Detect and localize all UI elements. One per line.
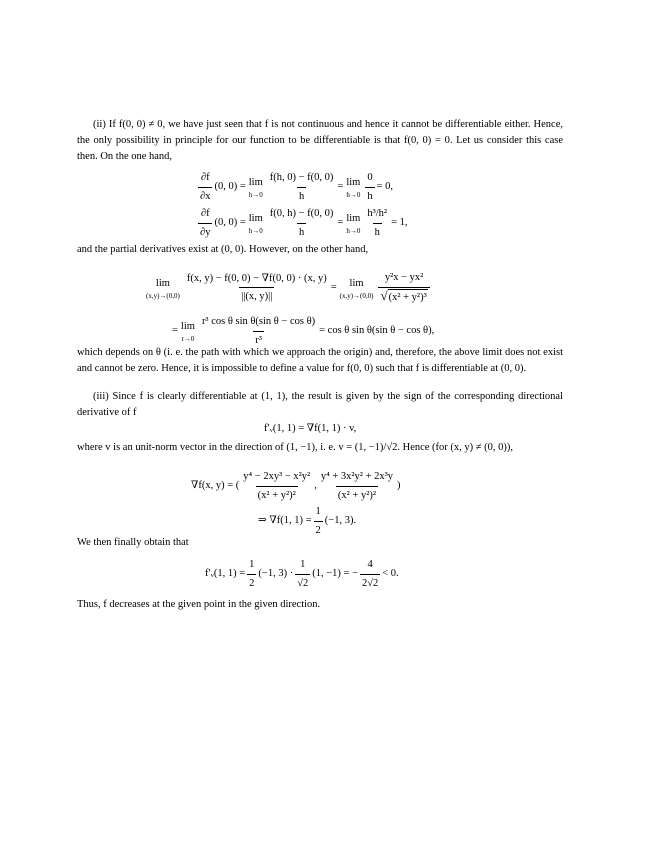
equation-partial-x: $\frac{\partial f}{\partial x}$ (0, 0) = lim h→0 $\frac{f(h, 0) - f(0, 0)}{h}$ = lim h→0 $\frac{0}{h}$ = 0, <box>196 170 393 205</box>
fraction: $\frac{1}{√2}$ <box>295 557 310 592</box>
paragraph-iii: (iii) Since f is clearly differentiable at (1, 1), the result is given by the sign of the corresponding directional derivative of f <box>77 391 563 418</box>
limit: lim h→0 <box>346 213 361 236</box>
limit: lim r→0 <box>180 321 195 344</box>
equation-polar-limit: = lim r→0 $\frac{\text{r³ cos θ sin θ(sin θ − cos θ)}}{\text{r³}}$ = cos θ sin θ(sin θ − cos θ), <box>172 314 434 349</box>
fraction: $\frac{\text{y⁴ + 3x²y² + 2x³y}}{\text{(x² + y²)²}}$ <box>319 469 395 504</box>
limit: lim h→0 <box>248 213 263 236</box>
fraction: y²x − yx² √ (x² + y²)³ <box>378 270 429 306</box>
paragraph-finally: We then finally obtain that <box>77 537 189 548</box>
fraction: $\frac{\partial f}{\partial y}$ <box>198 206 212 241</box>
equation-gradient-at-point: ⇒ ∇f(1, 1) = $\frac{1}{2}$ (−1, 3). <box>258 504 356 539</box>
limit: lim h→0 <box>346 177 361 200</box>
fraction: $\frac{f(x, y) - f(0, 0) - \nabla f(0, 0) \cdot (x, y)}{||(x, y)||}$ <box>185 271 329 306</box>
limit: lim (x,y)→(0,0) <box>146 277 180 300</box>
square-root: √ (x² + y²)³ <box>380 289 427 306</box>
limit: lim h→0 <box>248 177 263 200</box>
limit: lim (x,y)→(0,0) <box>339 277 374 300</box>
paragraph-unit-vector: where v is an unit-norm vector in the direction of (1, −1), i. e. v = (1, −1)/√2. Hence (for (x, y) ≠ (0, 0)), <box>77 442 514 453</box>
paragraph-conclusion: Thus, f decreases at the given point in the given direction. <box>77 599 321 610</box>
fraction: $\frac{\text{r³ cos θ sin θ(sin θ − cos θ)}}{\text{r³}}$ <box>200 314 317 349</box>
fraction: $\frac{0}{h}$ <box>365 170 374 205</box>
fraction: $\frac{4}{2√2}$ <box>360 557 380 592</box>
fraction: $\frac{\text{h³/h²}}{h}$ <box>365 206 389 241</box>
fraction: $\frac{\partial f}{\partial x}$ <box>198 170 212 205</box>
equation-directional-derivative: f′ᵥ(1, 1) = ∇f(1, 1) · v, <box>264 423 357 434</box>
fraction: $\frac{f(0, h) - f(0, 0)}{h}$ <box>268 206 336 241</box>
equation-final-result: f′ᵥ(1, 1) = $\frac{1}{2}$ (−1, 3) · $\frac{1}{√2}$ (1, −1) = − $\frac{4}{2√2}$ < 0. <box>205 557 399 592</box>
equation-differentiability-limit: lim (x,y)→(0,0) $\frac{f(x, y) - f(0, 0) - \nabla f(0, 0) \cdot (x, y)}{||(x, y)||}$ = lim (x,y)→(0,0) y²x − yx² √ (x² + y²)³ <box>143 270 432 306</box>
paragraph-depends-theta: which depends on θ (i. e. the path with which we approach the origin) and, therefore, the above limit does not exist and cannot be zero. Hence, it is impossible to define a value for f(0, 0) such that f is differentiable at (0, 0). <box>77 347 563 374</box>
fraction: $\frac{f(h, 0) - f(0, 0)}{h}$ <box>268 170 336 205</box>
fraction: $\frac{\text{y⁴ − 2xy³ − x²y²}}{\text{(x² + y²)²}}$ <box>241 469 312 504</box>
equation-partial-y: $\frac{\partial f}{\partial y}$ (0, 0) = lim h→0 $\frac{f(0, h) - f(0, 0)}{h}$ = lim h→0 $\frac{\text{h³/h²}}{h}$ = 1, <box>196 206 408 241</box>
paragraph-partials-exist: and the partial derivatives exist at (0, 0). However, on the other hand, <box>77 244 369 255</box>
fraction: $\frac{1}{2}$ <box>314 504 323 539</box>
paragraph-ii: (ii) If f(0, 0) ≠ 0, we have just seen that f is not continuous and hence it cannot be differentiable either. Hence, the only possibility in principle for our function to be differentiable is that f(0, 0) = 0. Let us consider this case then. On the one hand, <box>77 119 563 162</box>
fraction: $\frac{1}{2}$ <box>247 557 256 592</box>
equation-gradient: ∇f(x, y) = ( $\frac{\text{y⁴ − 2xy³ − x²y²}}{\text{(x² + y²)²}}$ , $\frac{\text{y⁴ + 3x²y² + 2x³y}}{\text{(x² + y²)²}}$ ) <box>191 469 401 504</box>
